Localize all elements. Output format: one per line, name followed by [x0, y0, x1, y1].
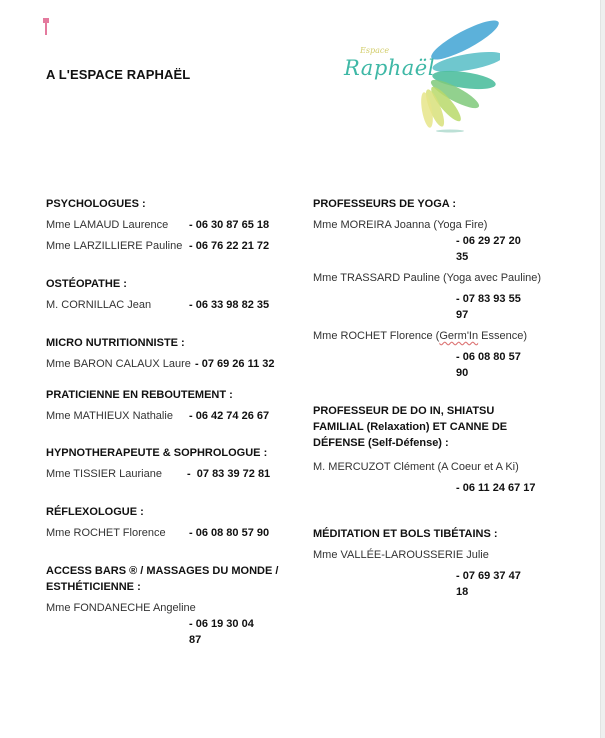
- contact-phone: - 06 29 27 20 35: [456, 235, 521, 263]
- section-heading: OSTÉOPATHE :: [46, 278, 127, 290]
- section-psychologues: [46, 196, 286, 254]
- contact-name: Mme MATHIEUX Nathalie: [46, 410, 173, 422]
- section-reflexologue: [46, 504, 286, 541]
- section-micro-nutritionniste: [46, 335, 286, 372]
- contact-name: Mme FONDANECHE Angeline: [46, 602, 196, 614]
- contact-name: Mme LARZILLIERE Pauline: [46, 240, 183, 252]
- section-heading: MICRO NUTRITIONNISTE :: [46, 337, 185, 349]
- contact-row: [313, 217, 553, 233]
- section-heading: PROFESSEURS DE YOGA :: [313, 198, 457, 210]
- section-heading: HYPNOTHERAPEUTE & SOPHROLOGUE :: [46, 447, 268, 459]
- contact-phone: - 06 30 87 65 18: [189, 219, 270, 231]
- contact-row: [46, 466, 286, 482]
- contact-row: [313, 270, 553, 286]
- section-hypnotherapeute: [46, 445, 286, 482]
- contact-phone: - 06 08 80 57 90: [189, 527, 270, 539]
- page-edge-scrollbar[interactable]: [600, 0, 605, 738]
- contact-row: [46, 217, 286, 233]
- section-reboutement: [46, 387, 286, 424]
- logo-title: Raphaël: [344, 56, 435, 80]
- contact-row: [46, 238, 286, 254]
- contact-phone: - 07 69 37 47 18: [456, 570, 521, 598]
- contact-name: M. CORNILLAC Jean: [46, 299, 152, 311]
- section-heading: MÉDITATION ET BOLS TIBÉTAINS :: [313, 528, 498, 540]
- contact-phone: - 06 76 22 21 72: [189, 240, 270, 252]
- spellcheck-underlined-word: Germ'In: [439, 330, 479, 342]
- contact-name: Mme BARON CALAUX Laure: [46, 358, 191, 370]
- left-column: [46, 196, 286, 648]
- contact-phone: - 06 08 80 57 90: [456, 351, 521, 379]
- contact-phone: - 07 83 39 72 81: [187, 468, 271, 480]
- contact-phone: - 06 11 24 67 17: [456, 482, 536, 494]
- espace-raphael-logo: [330, 10, 500, 140]
- section-meditation: [313, 526, 553, 600]
- contact-row: [46, 525, 286, 541]
- pin-icon: [43, 18, 49, 36]
- contact-row: [46, 297, 286, 313]
- contact-name: Mme ROCHET Florence (Germ'In Essence): [313, 330, 528, 342]
- section-access-bars: [46, 563, 286, 648]
- contact-row: [313, 547, 553, 563]
- logo-subtitle: Espace: [360, 46, 390, 55]
- contact-phone: - 06 33 98 82 35: [189, 299, 270, 311]
- section-do-in-shiatsu: [313, 403, 553, 496]
- contact-row: [313, 459, 553, 475]
- section-heading: ACCESS BARS ® / MASSAGES DU MONDE / ESTHÉTICIENNE :: [46, 565, 279, 593]
- section-heading: RÉFLEXOLOGUE :: [46, 506, 144, 518]
- section-osteopathe: [46, 276, 286, 313]
- contact-row: [46, 600, 286, 616]
- section-yoga: [313, 196, 553, 381]
- contact-phone: - 07 83 93 55 97: [456, 293, 521, 321]
- section-heading: PROFESSEUR DE DO IN, SHIATSU FAMILIAL (Relaxation) ET CANNE DE DÉFENSE (Self-Défense) :: [313, 405, 508, 449]
- contact-row: [46, 356, 286, 372]
- contact-name: Mme MOREIRA Joanna (Yoga Fire): [313, 219, 488, 231]
- section-heading: PSYCHOLOGUES :: [46, 198, 146, 210]
- section-heading: PRATICIENNE EN REBOUTEMENT :: [46, 389, 233, 401]
- contact-name: Mme TISSIER Lauriane: [46, 468, 162, 480]
- contact-phone: - 07 69 26 11 32: [195, 358, 275, 370]
- contact-row: [46, 408, 286, 424]
- contact-name: Mme TRASSARD Pauline (Yoga avec Pauline): [313, 272, 542, 284]
- contact-phone: - 06 42 74 26 67: [189, 410, 270, 422]
- contact-name: Mme VALLÉE-LAROUSSERIE Julie: [313, 549, 489, 561]
- contact-name: M. MERCUZOT Clément (A Coeur et A Ki): [313, 461, 519, 473]
- contact-phone: - 06 19 30 04 87: [189, 618, 254, 646]
- contact-name: Mme LAMAUD Laurence: [46, 219, 169, 231]
- right-column: [313, 196, 553, 600]
- contact-name: Mme ROCHET Florence: [46, 527, 166, 539]
- contact-row: [313, 328, 553, 344]
- page-title: A L'ESPACE RAPHAËL: [46, 67, 191, 82]
